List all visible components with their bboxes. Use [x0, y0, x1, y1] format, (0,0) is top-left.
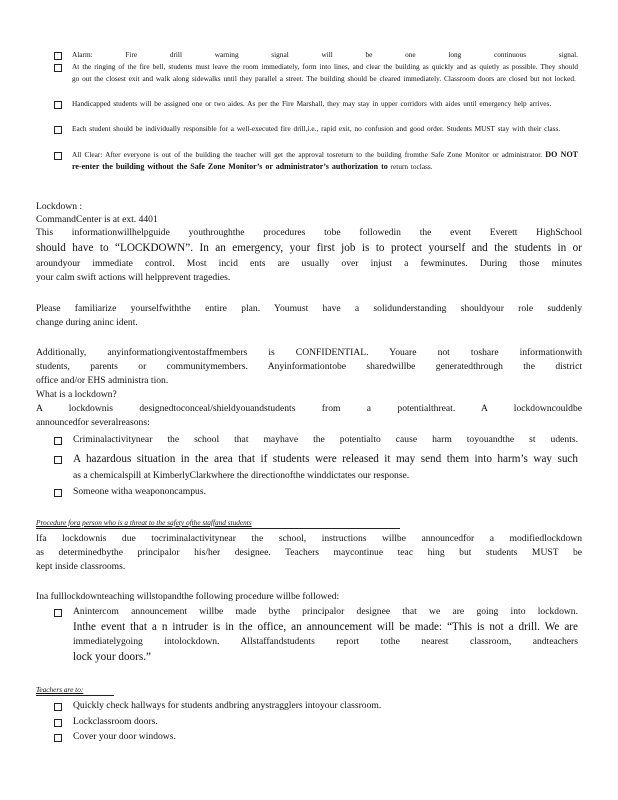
full-lockdown-line: Anintercom announcement willbe made bythe principalor designee that we are going into lockdown. — [73, 606, 578, 617]
reason-item: Criminalactivitynear the school that mayhave the potentialto cause harm toyouandthe st udents. — [73, 434, 578, 445]
bullet-box — [54, 152, 62, 160]
definition-line: announcedfor severalreasons: — [36, 417, 150, 428]
intro-line: your calm swift actions will helpprevent tragedies. — [36, 272, 231, 283]
bullet-box — [54, 456, 62, 464]
procedure-line: as determinedbythe principalor his/her designee. Teachers maycontinue teac hing but students MUST be — [36, 547, 582, 558]
full-lockdown-line: Inthe event that a n intruder is in the office, an announcement will be made: “This is not a drill. We are — [73, 621, 578, 633]
reason-item: Someone witha weapononcampus. — [73, 486, 206, 497]
familiarize-line: change during aninc ident. — [36, 317, 138, 328]
teachers-heading: Teachers are to: — [36, 684, 114, 696]
familiarize-line: Please familiarize yourselfwiththe entire plan. Youmust have a solidunderstanding shouldyour role suddenly — [36, 303, 582, 314]
bullet-box — [54, 489, 62, 497]
procedure-heading: Procedure fora person who is a threat to the safety ofthe staffand students — [36, 517, 400, 529]
bullet-box — [54, 734, 62, 742]
bullet-box — [54, 703, 62, 711]
procedure-line: kept inside classrooms. — [36, 561, 126, 572]
bullet-box — [54, 126, 62, 134]
all-clear-text: All Clear: After everyone is out of the building the teacher will get the approval tosreturn to the building fromthe Safe Zone Monitor or administrator. — [72, 150, 543, 159]
reason-item-cont: as a chemicalspill at KimberlyClarkwhere the directionofthe winddictates our response. — [73, 470, 410, 481]
bullet-box — [54, 101, 62, 109]
all-clear-warning: DO NOT re-enter the building without the Safe Zone Monitor’s or administrator’s authorization to — [72, 150, 579, 172]
teacher-item: Quickly check hallways for students andbring anystragglers intoyour classroom. — [73, 700, 382, 711]
full-lockdown-line: immediatelygoing intolockdown. Allstaffandstudents report tothe nearest classroom, andteachers — [73, 636, 578, 647]
fire-drill-item: Handicapped students will be assigned one or two aides. As per the Fire Marshall, they may stay in upper corridors with aides until emergency help arrives. — [72, 99, 552, 108]
all-clear-return: return toclass. — [390, 162, 433, 172]
confidential-line: Additionally, anyinformationgiventostaffmembers is CONFIDENTIAL. Youare not toshare informationwith — [36, 347, 582, 358]
procedure-line: Ifa lockdownis due tocriminalactivitynear the school, instructions willbe announcedfor a modifiedlockdown — [36, 533, 582, 544]
fire-drill-item: Alarm: Fire drill warning signal will be one long continuous signal. — [72, 50, 578, 59]
bullet-box — [54, 437, 62, 445]
fire-drill-item: Each student should be individually responsible for a well-executed fire drill,i.e., rapid exit, no confusion and good order. Students MUST stay with their class. — [72, 124, 561, 133]
intro-line: should have to “LOCKDOWN”. In an emergency, your first job is to protect yourself and the students in or — [36, 242, 582, 254]
teacher-item: Lockclassroom doors. — [73, 716, 158, 727]
command-center: CommandCenter is at ext. 4401 — [36, 214, 158, 225]
full-lockdown-intro: Ina fulllockdownteaching willstopandthe following procedure willbe followed: — [36, 591, 340, 602]
confidential-line: students, parents or communitymembers. Anyinformationtobe sharedwillbe generatedthrough the district — [36, 361, 582, 372]
what-is-heading: What is a lockdown? — [36, 389, 117, 400]
fire-drill-item: At the ringing of the fire bell, students must leave the room immediately, form into lines, and clear the building as quickly and as quietly as possible. They should go out the closest exit and walk along sidewalks until they parallel a street. The building should be cleared immediately. Classroom doors are closed but not locked. — [72, 62, 578, 84]
lockdown-heading: Lockdown : — [36, 201, 83, 212]
confidential-line: office and/or EHS administra tion. — [36, 375, 169, 386]
intro-line: aroundyour immediate control. Most incid ents are usually over injust a fewminutes. During those minutes — [36, 258, 582, 269]
bullet-box — [54, 609, 62, 617]
bullet-box — [54, 64, 62, 72]
bullet-box — [54, 719, 62, 727]
definition-line: A lockdownis designedtoconceal/shieldyouandstudents from a potentialthreat. A lockdowncouldbe — [36, 403, 582, 414]
bullet-box — [54, 52, 62, 60]
fire-drill-item — [72, 149, 578, 173]
reason-item: A hazardous situation in the area that if students were released it may send them into harm’s way such — [73, 453, 578, 465]
teacher-item: Cover your door windows. — [73, 731, 176, 742]
full-lockdown-line: lock your doors.” — [73, 651, 151, 663]
intro-line: This informationwillhelpguide youthroughthe procedures tobe followedin the event Everett HighSchool — [36, 227, 582, 238]
